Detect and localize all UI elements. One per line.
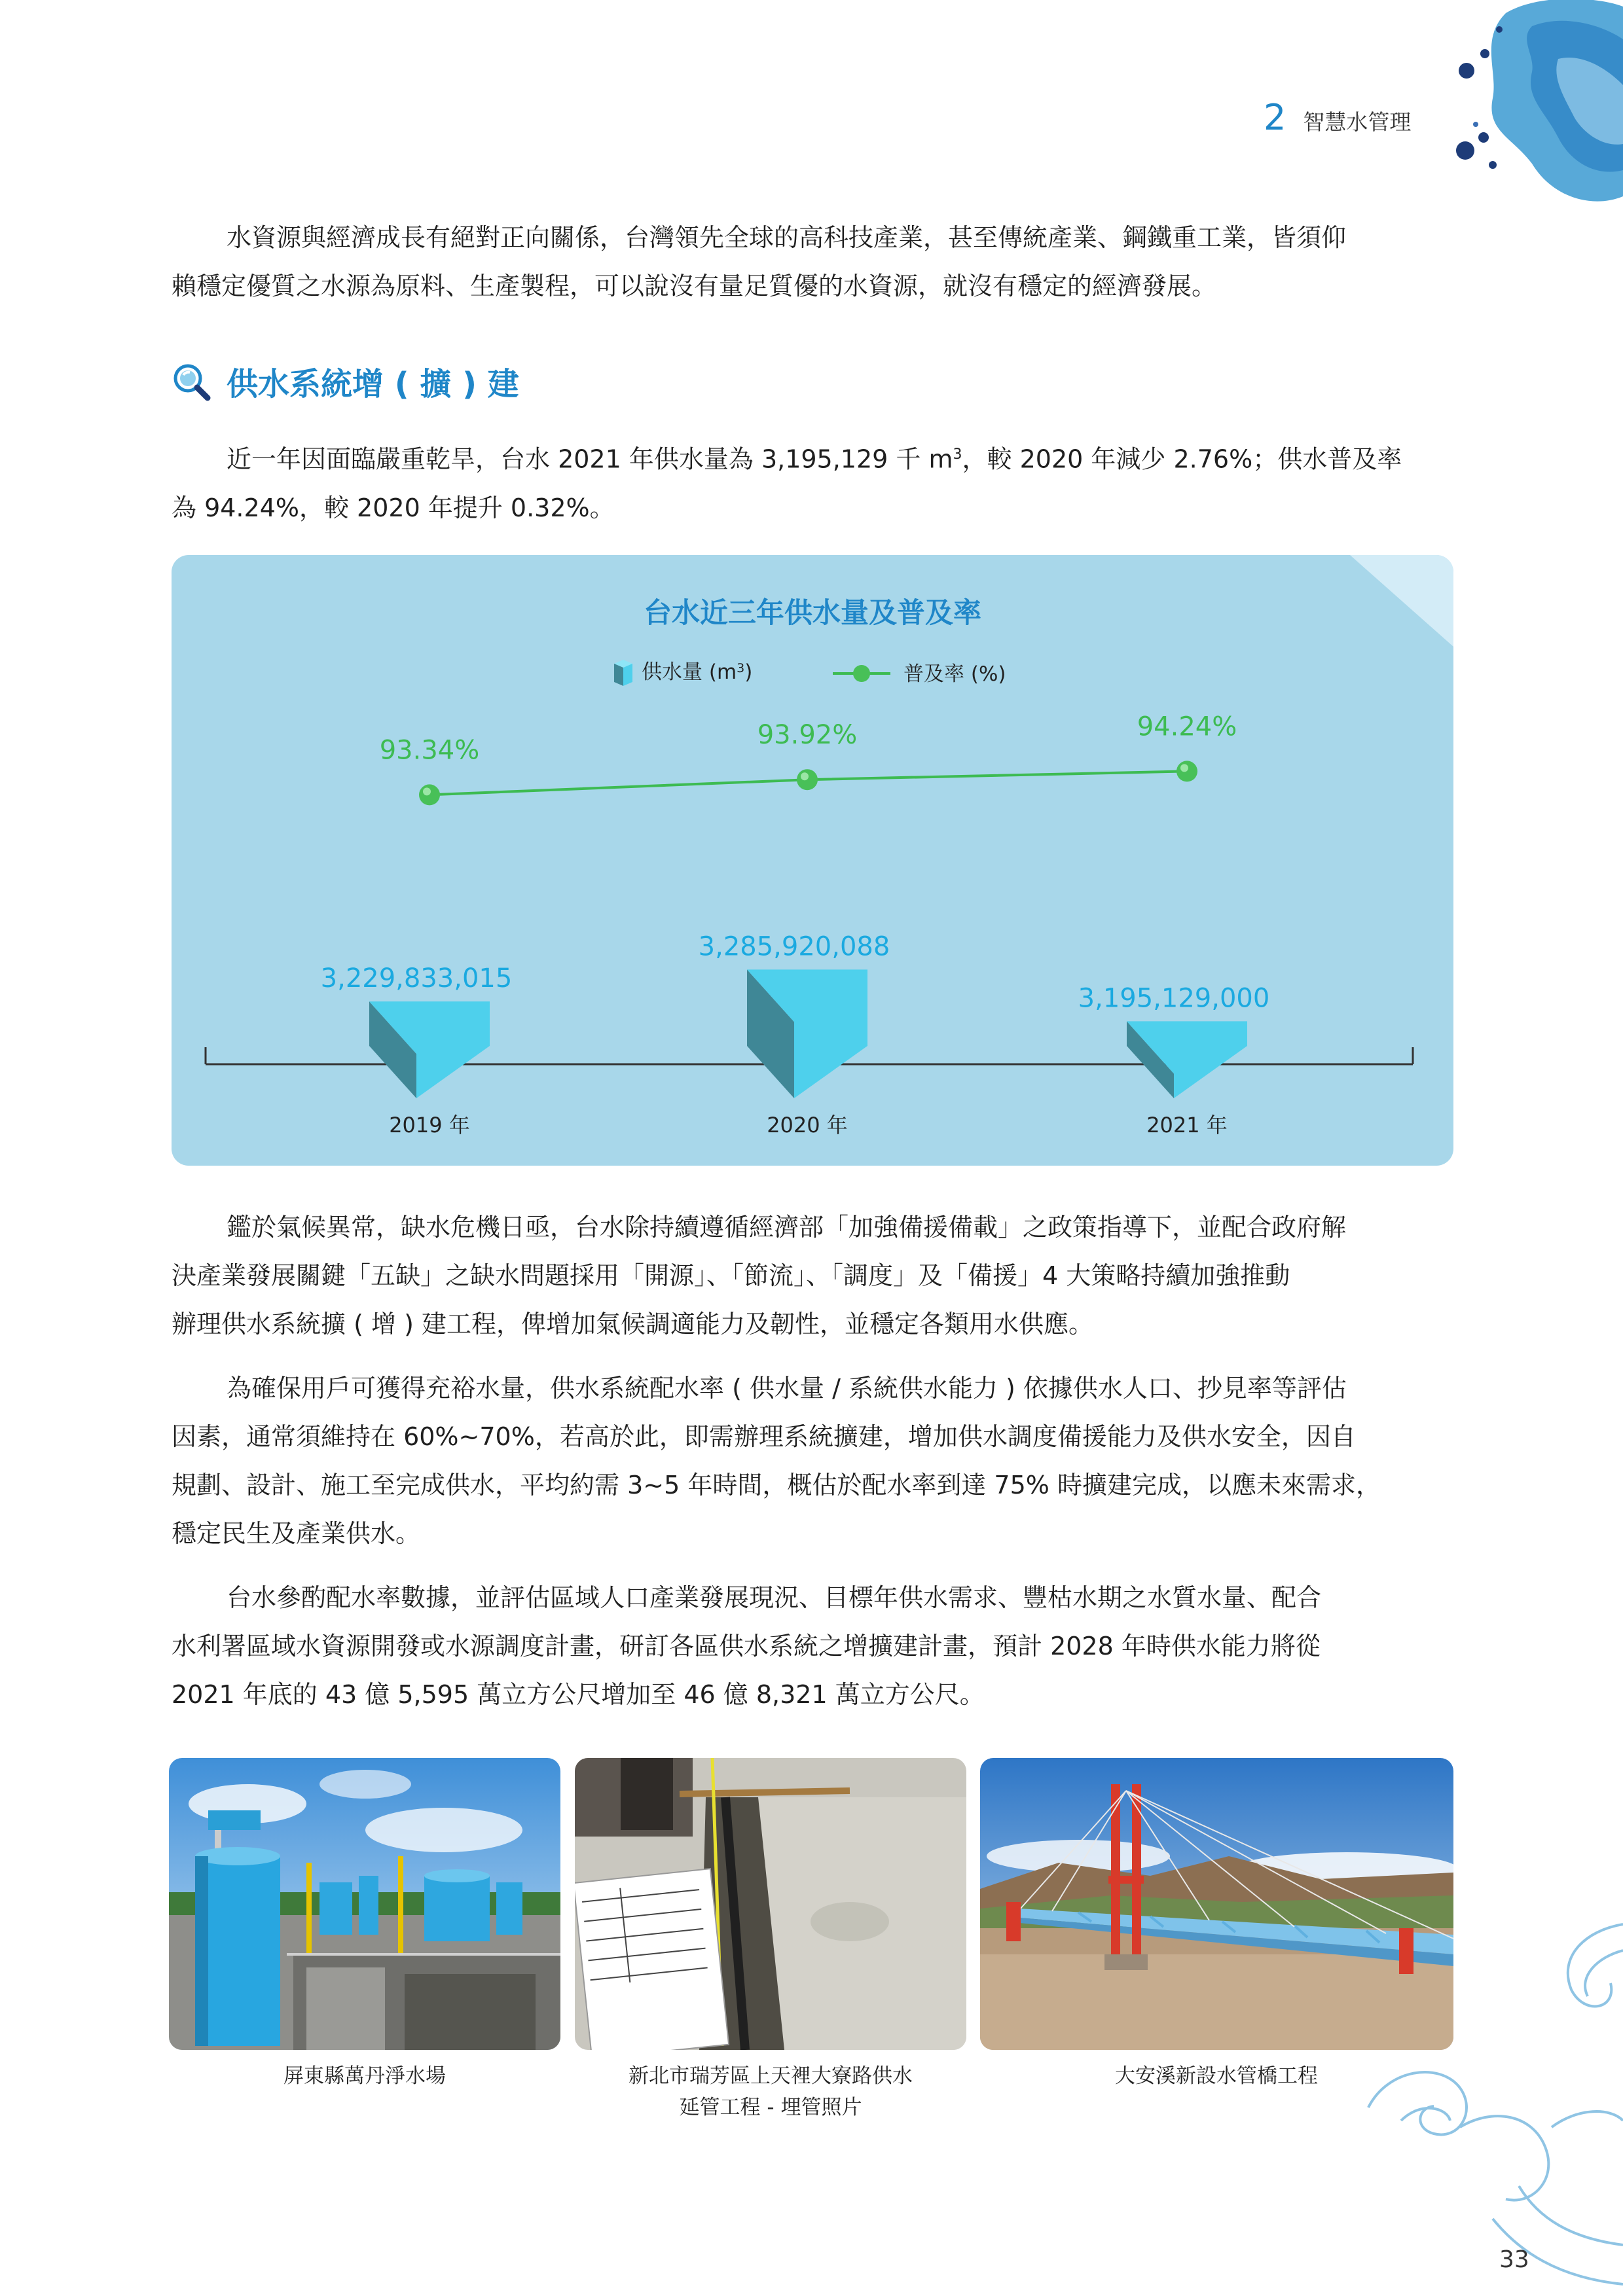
caption-line: 大安溪新設水管橋工程 <box>1115 2064 1318 2088</box>
text-line: 為確保用戶可獲得充裕水量，供水系統配水率 ( 供水量 / 系統供水能力 ) 依據供水人口、抄見率等評估 <box>227 1374 1347 1403</box>
text-line: 台水參酌配水率數據，並評估區域人口產業發展現況、目標年供水需求、豐枯水期之水質水量、配合 <box>227 1583 1322 1612</box>
text-line: 水利署區域水資源開發或水源調度計畫，研訂各區供水系統之增擴建計畫，預計 2028 年時供水能力將從 <box>172 1632 1321 1660</box>
photo-caption-3 <box>994 2060 1439 2092</box>
caption-line: 屏東縣萬丹淨水場 <box>283 2064 446 2088</box>
bar-value-label-1: 3,229,833,015 <box>320 963 513 994</box>
text-line: ，較 2020 年減少 2.76%；供水普及率 <box>962 444 1402 474</box>
magnifier-icon <box>172 362 211 401</box>
page-number: 33 <box>1499 2246 1529 2273</box>
bar-value-label-2: 3,285,920,088 <box>698 931 890 962</box>
text-line: 賴穩定優質之水源為原料、生產製程，可以說沒有量足質優的水資源，就沒有穩定的經濟發展。 <box>172 272 1217 300</box>
watercolor-splash-decoration <box>1427 0 1623 216</box>
text-line: 為 94.24%，較 2020 年提升 0.32%。 <box>172 493 615 522</box>
paragraph-2 <box>172 1364 1455 1558</box>
photo-buried-pipe <box>575 1758 966 2050</box>
text-line: 決產業發展關鍵「五缺」之缺水問題採用「開源」、「節流」、「調度」及「備援」4 大策略持續加強推動 <box>172 1261 1290 1290</box>
section-title: 供水系統增 ( 擴 ) 建 <box>227 366 519 403</box>
text-line: 水資源與經濟成長有絕對正向關係，台灣領先全球的高科技產業，甚至傳統產業、鋼鐵重工業，皆須仰 <box>227 223 1347 252</box>
panel-corner-fold <box>1350 555 1453 647</box>
section-summary <box>172 431 1455 532</box>
chapter-header <box>1264 97 1411 138</box>
photo-pipe-bridge <box>980 1758 1453 2050</box>
coverage-point-highlight-1 <box>423 787 431 795</box>
photo-caption-2 <box>548 2060 993 2123</box>
chart-title: 台水近三年供水量及普及率 <box>644 597 981 630</box>
photo-caption-1 <box>142 2060 587 2092</box>
coverage-label-3: 94.24% <box>1137 711 1237 742</box>
line-layer <box>419 761 1197 805</box>
chart-legend <box>614 660 1006 686</box>
legend-line-marker <box>853 665 870 682</box>
chapter-title: 智慧水管理 <box>1303 109 1412 135</box>
photo-water-treatment-plant <box>169 1758 560 2050</box>
text-line: 2021 年底的 43 億 5,595 萬立方公尺增加至 46 億 8,321 萬立方公尺。 <box>172 1680 985 1709</box>
superscript: 3 <box>953 446 962 463</box>
section-heading <box>172 359 519 404</box>
intro-paragraph <box>172 213 1455 310</box>
coverage-label-1: 93.34% <box>379 735 480 766</box>
category-label-3: 2021 年 <box>1146 1113 1228 1138</box>
paragraph-3 <box>172 1573 1455 1719</box>
coverage-label-2: 93.92% <box>757 720 858 751</box>
bar-value-label-3: 3,195,129,000 <box>1078 983 1270 1014</box>
caption-line: 延管工程 - 埋管照片 <box>679 2096 862 2119</box>
text-line: 近一年因面臨嚴重乾旱，台水 2021 年供水量為 3,195,129 千 m <box>227 444 953 474</box>
caption-line: 新北市瑞芳區上天裡大寮路供水 <box>629 2064 913 2088</box>
text-line: 鑑於氣候異常，缺水危機日亟，台水除持續遵循經濟部「加強備援備載」之政策指導下，並配合政府解 <box>227 1213 1347 1242</box>
text-line: 因素，通常須維持在 60%~70%，若高於此，即需辦理系統擴建，增加供水調度備援能力及供水安全，因自 <box>172 1422 1356 1451</box>
coverage-point-highlight-3 <box>1180 764 1188 772</box>
supply-chart <box>172 555 1453 1166</box>
legend-bar-label: 供水量 $(m^3)$ <box>642 660 753 684</box>
legend-line-label: 普及率 (%) <box>903 662 1006 686</box>
coverage-point-1 <box>419 784 440 805</box>
text-line: 辦理供水系統擴 ( 增 ) 建工程，俾增加氣候調適能力及韌性，並穩定各類用水供應。 <box>172 1310 1093 1338</box>
chapter-number: 2 <box>1264 97 1286 138</box>
chart-panel <box>172 555 1453 1166</box>
legend-bar-icon <box>614 660 632 686</box>
category-label-2: 2020 年 <box>767 1113 848 1138</box>
text-line: 穩定民生及產業供水。 <box>172 1519 421 1548</box>
paragraph-1 <box>172 1203 1455 1348</box>
coverage-point-highlight-2 <box>801 772 809 780</box>
category-label-1: 2019 年 <box>389 1113 470 1138</box>
coverage-point-2 <box>797 769 818 790</box>
coverage-point-3 <box>1176 761 1197 781</box>
text-line: 規劃、設計、施工至完成供水，平均約需 3~5 年時間，概估於配水率到達 75% 時擴建完成，以應未來需求， <box>172 1471 1381 1499</box>
